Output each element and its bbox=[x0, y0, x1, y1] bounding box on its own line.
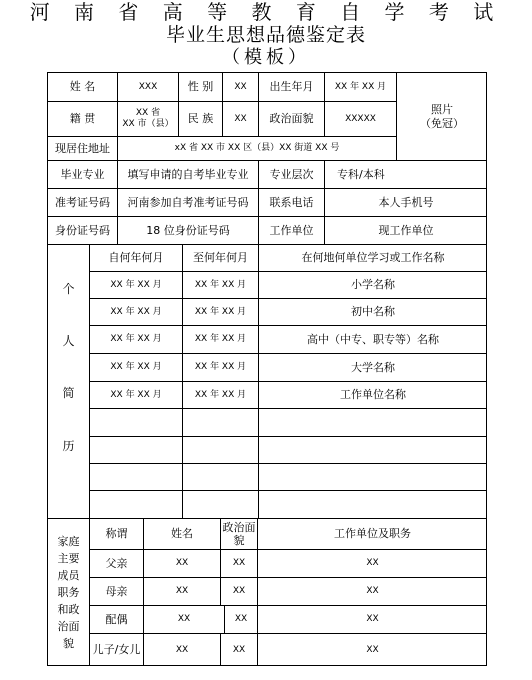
resume-cell[interactable]: 小学名称 bbox=[258, 271, 487, 298]
resume-cell[interactable] bbox=[258, 490, 487, 518]
name-label: 姓 名 bbox=[47, 72, 117, 101]
family-cell[interactable]: XX bbox=[257, 605, 487, 633]
family-cell[interactable]: XX bbox=[220, 633, 257, 666]
family-cell[interactable]: XX bbox=[224, 605, 257, 633]
family-cell[interactable]: 儿子/女儿 bbox=[89, 633, 143, 666]
photo-note: （免冠） bbox=[420, 116, 464, 130]
resume-header-cell: 自何年何月 bbox=[89, 244, 182, 271]
family-side-label: 家庭主要成员职务和政治面貌 bbox=[47, 518, 89, 666]
resume-cell[interactable]: XX 年 XX 月 bbox=[89, 381, 182, 408]
resume-cell[interactable] bbox=[182, 490, 258, 518]
family-cell[interactable]: XX bbox=[143, 577, 220, 605]
photo-label: 照片 bbox=[431, 103, 453, 117]
birth-label: 出生年月 bbox=[258, 72, 324, 101]
family-header-cell: 姓名 bbox=[143, 518, 220, 549]
resume-cell[interactable]: XX 年 XX 月 bbox=[182, 298, 258, 325]
major-label: 毕业专业 bbox=[47, 160, 117, 188]
exam-id-value[interactable]: 河南参加自考准考证号码 bbox=[117, 188, 258, 216]
resume-cell[interactable] bbox=[182, 408, 258, 436]
resume-cell[interactable] bbox=[258, 436, 487, 463]
ethnic-value[interactable]: XX bbox=[222, 101, 258, 136]
resume-cell[interactable]: 高中（中专、职专等）名称 bbox=[258, 325, 487, 353]
resume-cell[interactable]: XX 年 XX 月 bbox=[182, 381, 258, 408]
family-cell[interactable]: 配偶 bbox=[89, 605, 143, 633]
resume-cell[interactable] bbox=[89, 490, 182, 518]
work-value[interactable]: 现工作单位 bbox=[324, 216, 487, 244]
resume-cell[interactable]: XX 年 XX 月 bbox=[182, 353, 258, 381]
gender-value[interactable]: XX bbox=[222, 72, 258, 101]
resume-cell[interactable]: 工作单位名称 bbox=[258, 381, 487, 408]
level-label: 专业层次 bbox=[258, 160, 324, 188]
resume-cell[interactable]: XX 年 XX 月 bbox=[182, 271, 258, 298]
resume-cell[interactable]: XX 年 XX 月 bbox=[89, 325, 182, 353]
political-value[interactable]: XXXXX bbox=[324, 101, 396, 136]
resume-cell[interactable]: 大学名称 bbox=[258, 353, 487, 381]
family-header-cell: 工作单位及职务 bbox=[257, 518, 487, 549]
ethnic-label: 民 族 bbox=[178, 101, 222, 136]
form-title: 河 南 省 高 等 教 育 自 学 考 试 bbox=[29, 0, 503, 24]
work-label: 工作单位 bbox=[258, 216, 324, 244]
id-value[interactable]: 18 位身份证号码 bbox=[117, 216, 258, 244]
phone-label: 联系电话 bbox=[258, 188, 324, 216]
resume-cell[interactable] bbox=[182, 436, 258, 463]
resume-cell[interactable] bbox=[89, 463, 182, 490]
resume-cell[interactable]: 初中名称 bbox=[258, 298, 487, 325]
family-header-cell: 政治面貌 bbox=[220, 518, 257, 549]
resume-side-char: 个 bbox=[62, 281, 75, 296]
family-cell[interactable]: XX bbox=[257, 577, 487, 605]
family-cell[interactable]: XX bbox=[143, 549, 220, 577]
photo-box bbox=[396, 72, 487, 160]
family-cell[interactable]: XX bbox=[220, 577, 257, 605]
resume-header-cell: 至何年何月 bbox=[182, 244, 258, 271]
family-cell[interactable]: 母亲 bbox=[89, 577, 143, 605]
family-cell[interactable]: XX bbox=[220, 549, 257, 577]
resume-cell[interactable] bbox=[182, 463, 258, 490]
birth-value[interactable]: XX 年 XX 月 bbox=[324, 72, 396, 101]
resume-cell[interactable]: XX 年 XX 月 bbox=[182, 325, 258, 353]
resume-side-char: 历 bbox=[62, 438, 75, 453]
family-cell[interactable]: XX bbox=[257, 633, 487, 666]
address-label: 现居住地址 bbox=[47, 136, 117, 160]
resume-cell[interactable]: XX 年 XX 月 bbox=[89, 353, 182, 381]
family-cell[interactable]: XX bbox=[143, 605, 224, 633]
address-value[interactable]: xX 省 XX 市 XX 区（县）XX 街道 XX 号 bbox=[117, 136, 396, 160]
family-header-cell: 称谓 bbox=[89, 518, 143, 549]
gender-label: 性 别 bbox=[178, 72, 222, 101]
form-subtitle: 毕业生思想品德鉴定表 bbox=[165, 24, 366, 46]
political-label: 政治面貌 bbox=[258, 101, 324, 136]
resume-header-cell: 在何地何单位学习或工作名称 bbox=[258, 244, 487, 271]
family-cell[interactable]: XX bbox=[257, 549, 487, 577]
native-city: XX 市（县） bbox=[122, 119, 174, 129]
form-template-note: （模板） bbox=[222, 47, 310, 68]
resume-side-char: 人 bbox=[62, 334, 75, 349]
family-cell[interactable]: 父亲 bbox=[89, 549, 143, 577]
resume-cell[interactable] bbox=[258, 408, 487, 436]
phone-value[interactable]: 本人手机号 bbox=[324, 188, 487, 216]
resume-side-label bbox=[47, 244, 89, 518]
native-province: XX 省 bbox=[135, 108, 161, 119]
level-value[interactable]: 专科/本科 bbox=[324, 160, 487, 188]
resume-cell[interactable] bbox=[89, 408, 182, 436]
name-value[interactable]: XXX bbox=[117, 72, 178, 101]
native-value[interactable] bbox=[117, 101, 178, 136]
resume-cell[interactable] bbox=[89, 436, 182, 463]
native-label: 籍 贯 bbox=[47, 101, 117, 136]
resume-cell[interactable]: XX 年 XX 月 bbox=[89, 298, 182, 325]
id-label: 身份证号码 bbox=[47, 216, 117, 244]
major-value[interactable]: 填写申请的自考毕业专业 bbox=[117, 160, 258, 188]
resume-cell[interactable] bbox=[258, 463, 487, 490]
family-cell[interactable]: XX bbox=[143, 633, 220, 666]
resume-side-char: 简 bbox=[62, 386, 75, 401]
exam-id-label: 准考证号码 bbox=[47, 188, 117, 216]
resume-cell[interactable]: XX 年 XX 月 bbox=[89, 271, 182, 298]
